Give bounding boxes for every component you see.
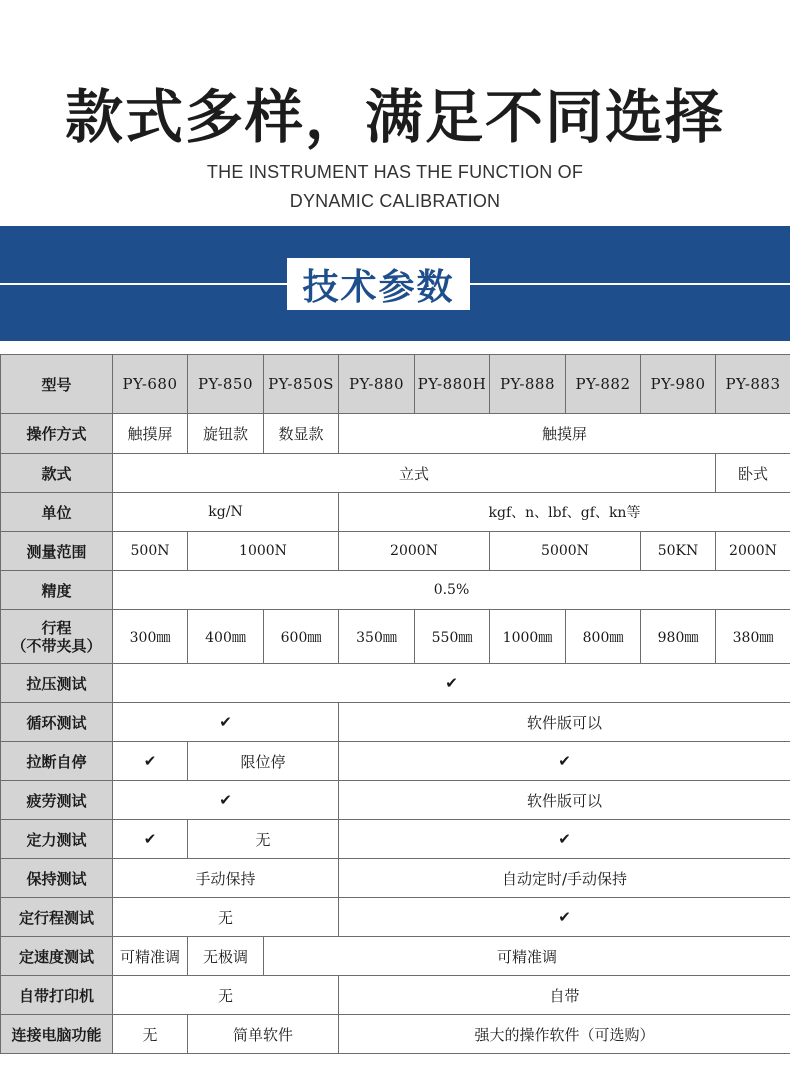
model-cell: PY-850S <box>264 355 339 414</box>
check-mark: ✔ <box>339 898 790 937</box>
table-cell: 立式 <box>113 454 716 493</box>
check-mark: ✔ <box>113 664 790 703</box>
subtitle-line-1: THE INSTRUMENT HAS THE FUNCTION OF <box>206 162 584 182</box>
table-row-fixed-stroke <box>1 898 790 937</box>
table-cell: 手动保持 <box>113 859 339 898</box>
check-mark: ✔ <box>113 781 339 820</box>
table-row-printer <box>1 976 790 1015</box>
table-cell: 自带 <box>339 976 790 1015</box>
check-mark: ✔ <box>113 703 339 742</box>
row-label-style: 款式 <box>1 454 113 493</box>
row-label-stroke-line2: （不带夹具） <box>11 636 102 655</box>
subtitle-line-2: DYNAMIC CALIBRATION <box>289 191 501 211</box>
table-cell: 无 <box>113 976 339 1015</box>
table-row-model <box>1 355 790 414</box>
row-label-hold: 保持测试 <box>1 859 113 898</box>
table-row-unit <box>1 493 790 532</box>
model-cell: PY-850 <box>188 355 264 414</box>
table-cell: kg/N <box>113 493 339 532</box>
row-label-tension: 拉压测试 <box>1 664 113 703</box>
section-banner <box>0 226 790 341</box>
table-cell: 300㎜ <box>113 610 188 664</box>
check-mark: ✔ <box>113 820 188 859</box>
table-cell: 0.5% <box>113 571 790 610</box>
model-cell: PY-883 <box>716 355 790 414</box>
table-cell: 软件版可以 <box>339 781 790 820</box>
table-cell: 简单软件 <box>188 1015 339 1054</box>
row-label-printer: 自带打印机 <box>1 976 113 1015</box>
row-label-accuracy: 精度 <box>1 571 113 610</box>
model-cell: PY-882 <box>566 355 641 414</box>
model-cell: PY-880 <box>339 355 415 414</box>
table-row-range <box>1 532 790 571</box>
row-label-operation: 操作方式 <box>1 414 113 454</box>
table-cell: 2000N <box>339 532 490 571</box>
table-row-stroke <box>1 610 790 664</box>
table-cell: 1000N <box>188 532 339 571</box>
table-row-operation <box>1 414 790 454</box>
model-cell: PY-888 <box>490 355 566 414</box>
table-cell: 5000N <box>490 532 641 571</box>
row-label-cycle: 循环测试 <box>1 703 113 742</box>
spec-table <box>0 354 790 1054</box>
row-label-break-stop: 拉断自停 <box>1 742 113 781</box>
table-row-cycle <box>1 703 790 742</box>
table-row-break-stop <box>1 742 790 781</box>
model-cell: PY-680 <box>113 355 188 414</box>
table-cell: 500N <box>113 532 188 571</box>
row-label-fixed-stroke: 定行程测试 <box>1 898 113 937</box>
table-cell: 旋钮款 <box>188 414 264 454</box>
row-label-unit: 单位 <box>1 493 113 532</box>
row-label-fixed-speed: 定速度测试 <box>1 937 113 976</box>
model-cell: PY-880H <box>415 355 490 414</box>
row-label-stroke <box>1 610 113 664</box>
table-cell: 550㎜ <box>415 610 490 664</box>
section-title: 技术参数 <box>302 266 455 308</box>
table-cell: 无 <box>188 820 339 859</box>
table-cell: 800㎜ <box>566 610 641 664</box>
table-cell: 可精准调 <box>264 937 790 976</box>
table-cell: 卧式 <box>716 454 790 493</box>
row-label-pc: 连接电脑功能 <box>1 1015 113 1054</box>
table-cell: 限位停 <box>188 742 339 781</box>
table-cell: 350㎜ <box>339 610 415 664</box>
check-mark: ✔ <box>339 742 790 781</box>
row-label-fatigue: 疲劳测试 <box>1 781 113 820</box>
table-cell: 380㎜ <box>716 610 790 664</box>
table-row-fixed-force <box>1 820 790 859</box>
table-cell: 无极调 <box>188 937 264 976</box>
table-cell: 600㎜ <box>264 610 339 664</box>
table-cell: 980㎜ <box>641 610 716 664</box>
table-cell: 数显款 <box>264 414 339 454</box>
section-title-box <box>287 258 470 310</box>
row-label-range: 测量范围 <box>1 532 113 571</box>
table-cell: 触摸屏 <box>339 414 790 454</box>
table-cell: 无 <box>113 898 339 937</box>
page-headline: 款式多样，满足不同选择 <box>64 83 725 151</box>
row-label-stroke-line1: 行程 <box>41 618 72 637</box>
table-row-accuracy <box>1 571 790 610</box>
table-row-style <box>1 454 790 493</box>
model-cell: PY-980 <box>641 355 716 414</box>
check-mark: ✔ <box>339 820 790 859</box>
row-label-fixed-force: 定力测试 <box>1 820 113 859</box>
table-cell: kgf、n、lbf、gf、kn等 <box>339 493 790 532</box>
table-cell: 2000N <box>716 532 790 571</box>
table-cell: 自动定时/手动保持 <box>339 859 790 898</box>
table-cell: 触摸屏 <box>113 414 188 454</box>
table-cell: 1000㎜ <box>490 610 566 664</box>
table-row-pc <box>1 1015 790 1054</box>
table-cell: 可精准调 <box>113 937 188 976</box>
table-cell: 无 <box>113 1015 188 1054</box>
table-row-tension <box>1 664 790 703</box>
table-row-fixed-speed <box>1 937 790 976</box>
table-cell: 软件版可以 <box>339 703 790 742</box>
row-label-model: 型号 <box>1 355 113 414</box>
table-cell: 400㎜ <box>188 610 264 664</box>
check-mark: ✔ <box>113 742 188 781</box>
table-row-fatigue <box>1 781 790 820</box>
table-cell: 强大的操作软件（可选购） <box>339 1015 790 1054</box>
table-row-hold <box>1 859 790 898</box>
table-cell: 50KN <box>641 532 716 571</box>
